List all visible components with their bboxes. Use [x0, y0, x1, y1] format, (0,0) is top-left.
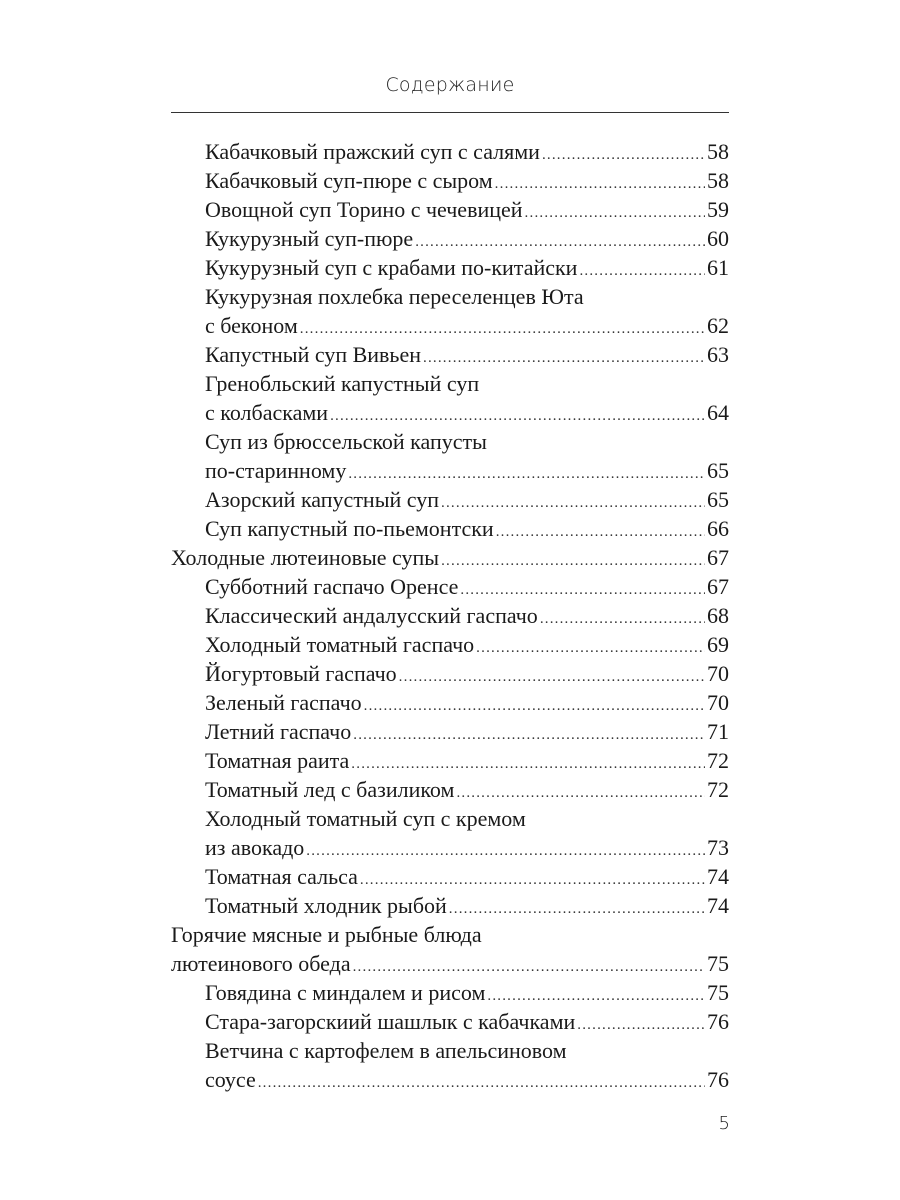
- toc-entry-page: 63: [707, 342, 729, 367]
- toc-entry-title: Томатная сальса: [205, 864, 358, 889]
- toc-entry: [171, 659, 729, 688]
- toc-entry: [171, 978, 729, 1007]
- table-of-contents: [171, 137, 729, 1094]
- toc-entry-page: 67: [707, 545, 729, 570]
- toc-entry: [171, 166, 729, 195]
- dot-leader: [577, 1011, 705, 1040]
- toc-entry: [171, 1036, 729, 1065]
- toc-entry-title: Классический андалусский гаспачо: [205, 603, 538, 628]
- toc-entry-page: 69: [707, 632, 729, 657]
- toc-entry-title: Кукурузный суп-пюре: [205, 226, 414, 251]
- toc-entry: [171, 688, 729, 717]
- toc-entry-page: 70: [707, 690, 729, 715]
- toc-entry-page: 65: [707, 458, 729, 483]
- toc-entry-title: Йогуртовый гаспачо: [205, 661, 397, 686]
- toc-entry-title: Ветчина с картофелем в апельсиновом: [205, 1038, 567, 1063]
- toc-entry-title: Азорский капустный суп: [205, 487, 440, 512]
- toc-entry-title: Суп капустный по-пьемонтски: [205, 516, 494, 541]
- toc-entry: [171, 282, 729, 311]
- toc-entry-title: лютеинового обеда: [171, 951, 351, 976]
- toc-entry: [171, 456, 729, 485]
- toc-entry-page: 74: [707, 893, 729, 918]
- toc-entry: [171, 804, 729, 833]
- toc-entry-title: Холодные лютеиновые супы: [171, 545, 440, 570]
- dot-leader: [542, 141, 705, 170]
- toc-entry-title: Летний гаспачо: [205, 719, 352, 744]
- toc-entry-page: 75: [707, 980, 729, 1005]
- toc-entry: [171, 427, 729, 456]
- toc-entry-page: 67: [707, 574, 729, 599]
- toc-entry-title: из авокадо: [205, 835, 305, 860]
- toc-entry-title: Стара-загорскиий шашлык с кабачками: [205, 1009, 576, 1034]
- dot-leader: [495, 170, 705, 199]
- toc-entry: [171, 862, 729, 891]
- toc-entry-title: Кукурузный суп с крабами по-китайски: [205, 255, 578, 280]
- page-number: 5: [718, 1113, 730, 1134]
- toc-entry-page: 76: [707, 1067, 729, 1092]
- toc-entry: [171, 775, 729, 804]
- toc-entry-title: Кабачковый пражский суп с салями: [205, 139, 540, 164]
- toc-entry-title: Томатная раита: [205, 748, 350, 773]
- toc-entry: [171, 398, 729, 427]
- toc-entry-page: 68: [707, 603, 729, 628]
- dot-leader: [449, 895, 705, 924]
- toc-entry: [171, 717, 729, 746]
- toc-entry: [171, 311, 729, 340]
- toc-entry-page: 64: [707, 400, 729, 425]
- toc-entry-title: Кабачковый суп-пюре с сыром: [205, 168, 493, 193]
- toc-entry-title: Томатный лед с базиликом: [205, 777, 455, 802]
- toc-entry-page: 73: [707, 835, 729, 860]
- toc-entry-page: 72: [707, 777, 729, 802]
- toc-entry: [171, 601, 729, 630]
- toc-entry: [171, 746, 729, 775]
- toc-entry-title: Суп из брюссельской капусты: [205, 429, 487, 454]
- toc-entry-page: 66: [707, 516, 729, 541]
- dot-leader: [258, 1069, 705, 1098]
- toc-entry-page: 58: [707, 139, 729, 164]
- toc-entry-title: Холодный томатный суп с кремом: [205, 806, 526, 831]
- toc-entry-title: Кукурузная похлебка переселенцев Юта: [205, 284, 584, 309]
- toc-entry-title: Капустный суп Вивьен: [205, 342, 421, 367]
- toc-entry-title: с беконом: [205, 313, 298, 338]
- toc-entry: [171, 920, 729, 949]
- toc-entry-page: 72: [707, 748, 729, 773]
- toc-entry: [171, 369, 729, 398]
- toc-entry-page: 76: [707, 1009, 729, 1034]
- toc-entry: [171, 543, 729, 572]
- header-rule: [171, 112, 729, 113]
- toc-entry: [171, 891, 729, 920]
- toc-entry-page: 62: [707, 313, 729, 338]
- toc-entry-page: 71: [707, 719, 729, 744]
- toc-entry: [171, 572, 729, 601]
- toc-entry: [171, 137, 729, 166]
- toc-entry-title: Овощной суп Торино с чечевицей: [205, 197, 523, 222]
- dot-leader: [399, 663, 705, 692]
- toc-entry: [171, 253, 729, 282]
- toc-entry: [171, 224, 729, 253]
- dot-leader: [441, 547, 705, 576]
- dot-leader: [476, 634, 705, 663]
- toc-entry: [171, 1065, 729, 1094]
- toc-entry-page: 61: [707, 255, 729, 280]
- dot-leader: [525, 199, 705, 228]
- toc-entry-title: соусе: [205, 1067, 256, 1092]
- toc-entry-page: 58: [707, 168, 729, 193]
- toc-entry-title: Гренобльский капустный суп: [205, 371, 480, 396]
- toc-entry-page: 65: [707, 487, 729, 512]
- toc-entry-title: по-старинному: [205, 458, 347, 483]
- toc-entry-title: с колбасками: [205, 400, 329, 425]
- dot-leader: [496, 518, 705, 547]
- toc-entry-page: 70: [707, 661, 729, 686]
- toc-entry: [171, 1007, 729, 1036]
- dot-leader: [540, 605, 705, 634]
- dot-leader: [579, 257, 705, 286]
- dot-leader: [364, 692, 705, 721]
- dot-leader: [353, 721, 705, 750]
- toc-entry: [171, 485, 729, 514]
- toc-entry-page: 59: [707, 197, 729, 222]
- toc-entry: [171, 949, 729, 978]
- toc-entry: [171, 630, 729, 659]
- toc-entry-title: Горячие мясные и рыбные блюда: [171, 922, 482, 947]
- toc-entry-title: Зеленый гаспачо: [205, 690, 362, 715]
- toc-entry-page: 60: [707, 226, 729, 251]
- dot-leader: [306, 837, 705, 866]
- toc-entry: [171, 195, 729, 224]
- running-header: Содержание: [385, 74, 515, 96]
- toc-entry-page: 75: [707, 951, 729, 976]
- toc-entry-title: Говядина с миндалем и рисом: [205, 980, 486, 1005]
- toc-entry-title: Холодный томатный гаспачо: [205, 632, 475, 657]
- toc-entry: [171, 833, 729, 862]
- toc-entry: [171, 514, 729, 543]
- toc-entry-title: Томатный хлодник рыбой: [205, 893, 447, 918]
- toc-entry-page: 74: [707, 864, 729, 889]
- toc-entry: [171, 340, 729, 369]
- toc-entry-title: Субботний гаспачо Оренсе: [205, 574, 459, 599]
